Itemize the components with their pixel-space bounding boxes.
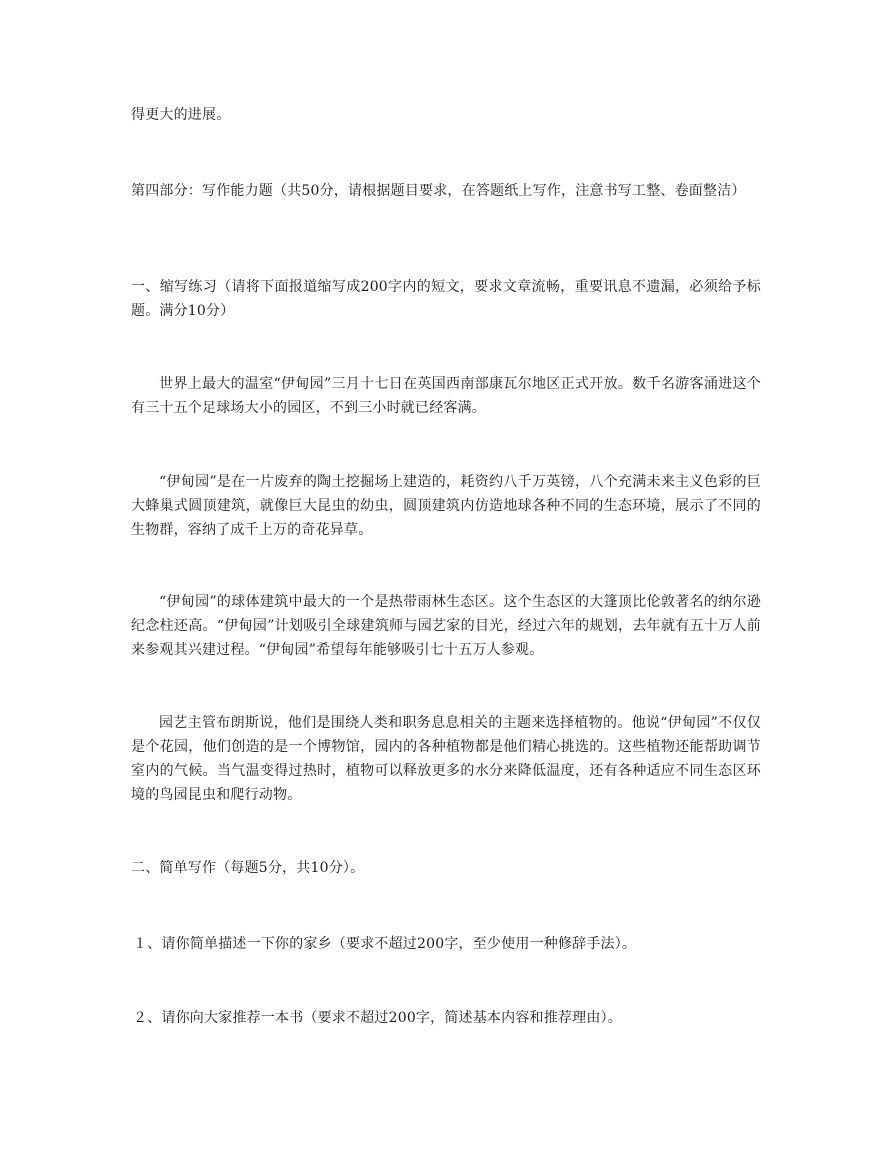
question-1: １、请你简单描述一下你的家乡（要求不超过200字，至少使用一种修辞手法）。 [133, 936, 637, 952]
continuation-text: 得更大的进展。 [131, 107, 231, 123]
section2-heading: 二、简单写作（每题5分，共10分）。 [131, 860, 365, 876]
part4-heading: 第四部分：写作能力题（共50分，请根据题目要求，在答题纸上写作，注意书写工整、卷面整洁） [131, 183, 746, 199]
article-paragraph-2: “伊甸园”是在一片废弃的陶土挖掘场上建造的，耗资约八千万英镑，八个充满未来主义色彩的巨大蜂巢式圆顶建筑，就像巨大昆虫的幼虫，圆顶建筑内仿造地球各种不同的生态环境，展示了不同的生物群，容纳了成千上万的奇花异草。 [131, 474, 761, 538]
article-paragraph-4: 园艺主管布朗斯说，他们是围绕人类和职务息息相关的主题来选择植物的。他说“伊甸园”不仅仅是个花园，他们创造的是一个博物馆，园内的各种植物都是他们精心挑选的。这些植物还能帮助调节室内的气候。当气温变得过热时，植物可以释放更多的水分来降低温度，还有各种适应不同生态区环境的鸟园昆虫和爬行动物。 [131, 715, 761, 803]
section1-heading: 一、缩写练习（请将下面报道缩写成200字内的短文，要求文章流畅，重要讯息不遗漏，必须给予标题。满分10分） [131, 279, 761, 319]
article-paragraph-1: 世界上最大的温室“伊甸园”三月十七日在英国西南部康瓦尔地区正式开放。数千名游客涌进这个有三十五个足球场大小的园区，不到三小时就已经客满。 [131, 376, 761, 416]
question-2: ２、请你向大家推荐一本书（要求不超过200字，简述基本内容和推荐理由）。 [133, 1010, 622, 1026]
article-paragraph-3: “伊甸园”的球体建筑中最大的一个是热带雨林生态区。这个生态区的大篷顶比伦敦著名的纳尔逊纪念柱还高。“伊甸园”计划吸引全球建筑师与园艺家的目光，经过六年的规划，去年就有五十万人前来参观其兴建过程。“伊甸园”希望每年能够吸引七十五万人参观。 [131, 594, 761, 658]
